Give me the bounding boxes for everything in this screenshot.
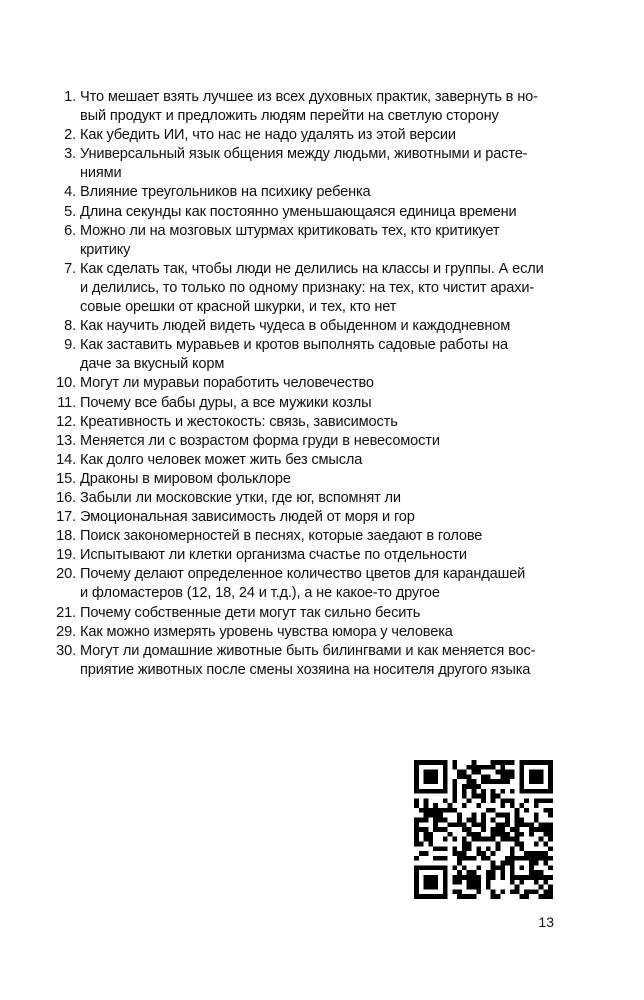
question-number: 6. — [64, 222, 76, 239]
question-text: Почему все бабы дуры, а все мужики козлы — [80, 394, 372, 411]
question-number: 15. — [56, 470, 76, 487]
question-number: 2. — [64, 127, 76, 144]
question-item — [48, 527, 568, 546]
question-item — [48, 451, 568, 470]
question-item — [48, 413, 568, 432]
question-number: 14. — [56, 451, 76, 468]
page-number: 13 — [538, 914, 554, 930]
question-item — [48, 145, 568, 183]
question-number: 5. — [64, 203, 76, 220]
question-number: 4. — [64, 184, 76, 201]
question-text: Как убедить ИИ, что нас не надо удалять из этой версии — [80, 127, 456, 144]
question-item — [48, 508, 568, 527]
question-text: Как заставить муравьев и кротов выполнять садовые работы на даче за вкусный корм — [80, 337, 508, 373]
question-text: Можно ли на мозговых штурмах критиковать тех, кто критикует критику — [80, 222, 500, 258]
question-number: 12. — [56, 413, 76, 430]
question-item — [48, 432, 568, 451]
question-number: 9. — [64, 337, 76, 354]
question-text: Забыли ли московские утки, где юг, вспомнят ли — [80, 489, 401, 506]
question-item — [48, 88, 568, 126]
question-text: Могут ли домашние животные быть билингвами и как меняется вос- приятие животных после смены хозяина на носителя другого языка — [80, 642, 536, 678]
question-text: Могут ли муравьи поработить человечество — [80, 375, 374, 392]
question-number: 11. — [57, 394, 76, 411]
question-text: Драконы в мировом фольклоре — [80, 470, 291, 487]
question-text: Как можно измерять уровень чувства юмора у человека — [80, 623, 453, 640]
question-text: Почему делают определенное количество цветов для карандашей и фломастеров (12, 18, 24 и т.д.), а не какое-то другое — [80, 566, 526, 602]
question-text: Как научить людей видеть чудеса в обыденном и каждодневном — [80, 318, 511, 335]
question-item — [48, 489, 568, 508]
question-list — [48, 88, 568, 680]
question-number: 1. — [64, 89, 76, 105]
qr-code-image — [414, 760, 553, 899]
question-text: Длина секунды как постоянно уменьшающаяся единица времени — [80, 203, 517, 220]
question-item — [48, 317, 568, 336]
question-item — [48, 374, 568, 393]
question-number: 29. — [56, 623, 76, 640]
question-item — [48, 336, 568, 374]
question-number: 8. — [64, 318, 76, 335]
question-item — [48, 394, 568, 413]
question-item — [48, 470, 568, 489]
question-item — [48, 642, 568, 680]
question-item — [48, 604, 568, 623]
question-number: 17. — [56, 509, 76, 526]
question-number: 19. — [56, 547, 76, 564]
question-text: Как долго человек может жить без смысла — [80, 451, 363, 468]
question-number: 3. — [64, 146, 76, 163]
question-number: 30. — [56, 642, 76, 659]
question-item — [48, 565, 568, 603]
question-item — [48, 623, 568, 642]
question-text: Креативность и жестокость: связь, зависимость — [80, 413, 398, 430]
question-number: 16. — [56, 489, 76, 506]
question-text: Влияние треугольников на психику ребенка — [80, 184, 371, 201]
question-text: Что мешает взять лучшее из всех духовных практик, завернуть в но- вый продукт и предложить людям перейти на светлую сторону — [80, 89, 538, 125]
question-number: 21. — [56, 604, 76, 621]
question-text: Почему собственные дети могут так сильно бесить — [80, 604, 421, 621]
question-number: 20. — [56, 566, 76, 583]
question-number: 18. — [56, 528, 76, 545]
question-text: Эмоциональная зависимость людей от моря и гор — [80, 509, 415, 526]
question-item — [48, 203, 568, 222]
question-text: Меняется ли с возрастом форма груди в невесомости — [80, 432, 440, 449]
question-text: Поиск закономерностей в песнях, которые заедают в голове — [80, 528, 483, 545]
question-text: Универсальный язык общения между людьми, животными и расте- ниями — [80, 146, 528, 182]
qr-code — [414, 760, 553, 899]
question-item — [48, 126, 568, 145]
question-text: Как сделать так, чтобы люди не делились на классы и группы. А если и делились, то только по одному признаку: на тех, кто чистит арахи- совые орешки от красной шкурки, и тех, кто нет — [80, 260, 544, 316]
question-text: Испытывают ли клетки организма счастье по отдельности — [80, 547, 467, 564]
question-item — [48, 222, 568, 260]
question-number: 13. — [56, 432, 76, 449]
question-number: 7. — [64, 260, 76, 277]
question-item — [48, 183, 568, 202]
question-item — [48, 546, 568, 565]
question-item — [48, 260, 568, 317]
question-number: 10. — [56, 375, 76, 392]
